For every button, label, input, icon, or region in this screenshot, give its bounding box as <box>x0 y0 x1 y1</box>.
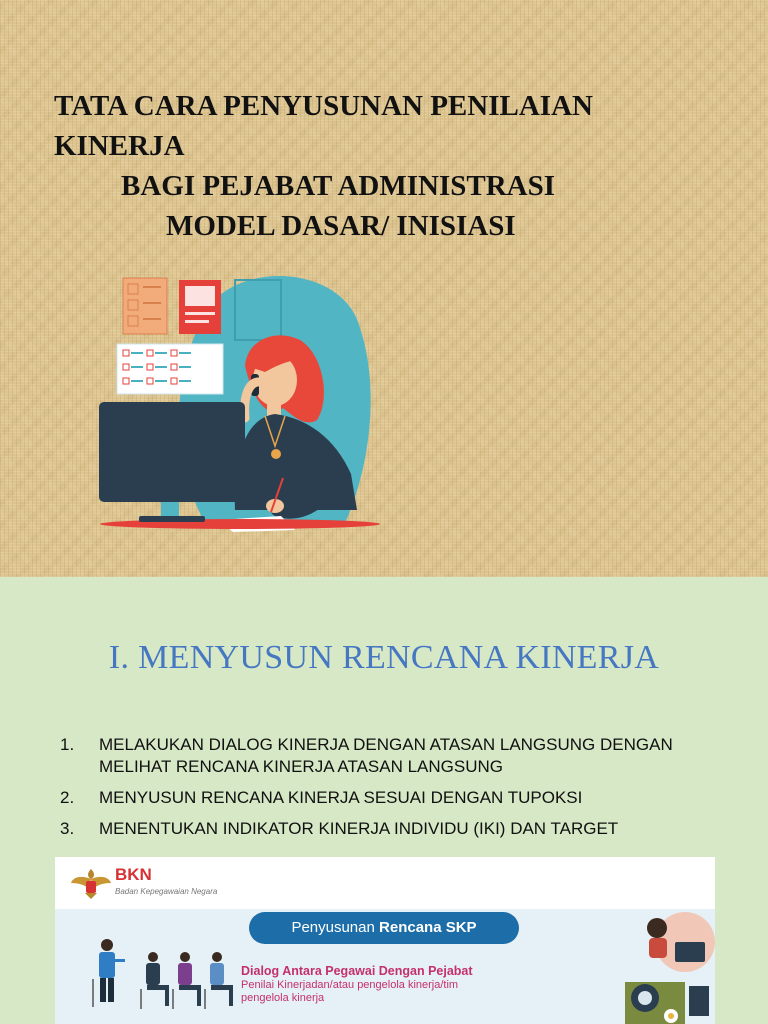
list-text-line: MENYUSUN RENCANA KINERJA SESUAI DENGAN TUPOKSI <box>99 788 583 807</box>
list-text-line: MENENTUKAN INDIKATOR KINERJA INDIVIDU (IKI) DAN TARGET <box>99 819 619 838</box>
woman-at-computer-illustration <box>95 268 385 538</box>
dialog-title: Dialog Antara Pegawai Dengan Pejabat <box>241 964 473 978</box>
pill-bold-text: Rencana SKP <box>379 919 477 936</box>
steps-list <box>60 734 750 849</box>
title-line-2: KINERJA <box>54 130 185 162</box>
dialog-subtitle-line: Penilai Kinerjadan/atau pengelola kinerja/tim <box>241 979 459 991</box>
section-pill <box>249 912 519 944</box>
list-number: 2. <box>60 788 75 807</box>
list-text-line: MELAKUKAN DIALOG KINERJA DENGAN ATASAN LANGSUNG DENGAN <box>99 735 673 754</box>
pill-text: Penyusunan <box>291 919 380 936</box>
title-line-4: MODEL DASAR/ INISIASI <box>166 210 516 242</box>
meeting-people-illustration <box>85 935 245 1024</box>
dialog-subtitle <box>241 979 461 1005</box>
dialog-subtitle-line: pengelola kinerja <box>241 992 325 1004</box>
list-item <box>60 818 750 840</box>
section-heading: I. MENYUSUN RENCANA KINERJA <box>108 639 660 676</box>
title-line-1: TATA CARA PENYUSUNAN PENILAIAN <box>54 90 593 122</box>
garuda-logo-icon <box>69 865 113 901</box>
content-slide <box>0 577 768 1024</box>
bkn-header <box>55 857 715 909</box>
list-number: 1. <box>60 735 75 754</box>
org-full-name: Badan Kepegawaian Negara <box>115 887 218 896</box>
title-line-3: BAGI PEJABAT ADMINISTRASI <box>121 170 556 202</box>
org-short-name: BKN <box>115 865 152 884</box>
list-item <box>60 734 750 778</box>
office-workers-illustration <box>615 912 715 1024</box>
list-text-line: MELIHAT RENCANA KINERJA ATASAN LANGSUNG <box>99 757 504 776</box>
list-number: 3. <box>60 819 75 838</box>
slide-title <box>0 86 768 246</box>
list-item <box>60 787 750 809</box>
embedded-screenshot <box>55 857 715 1024</box>
